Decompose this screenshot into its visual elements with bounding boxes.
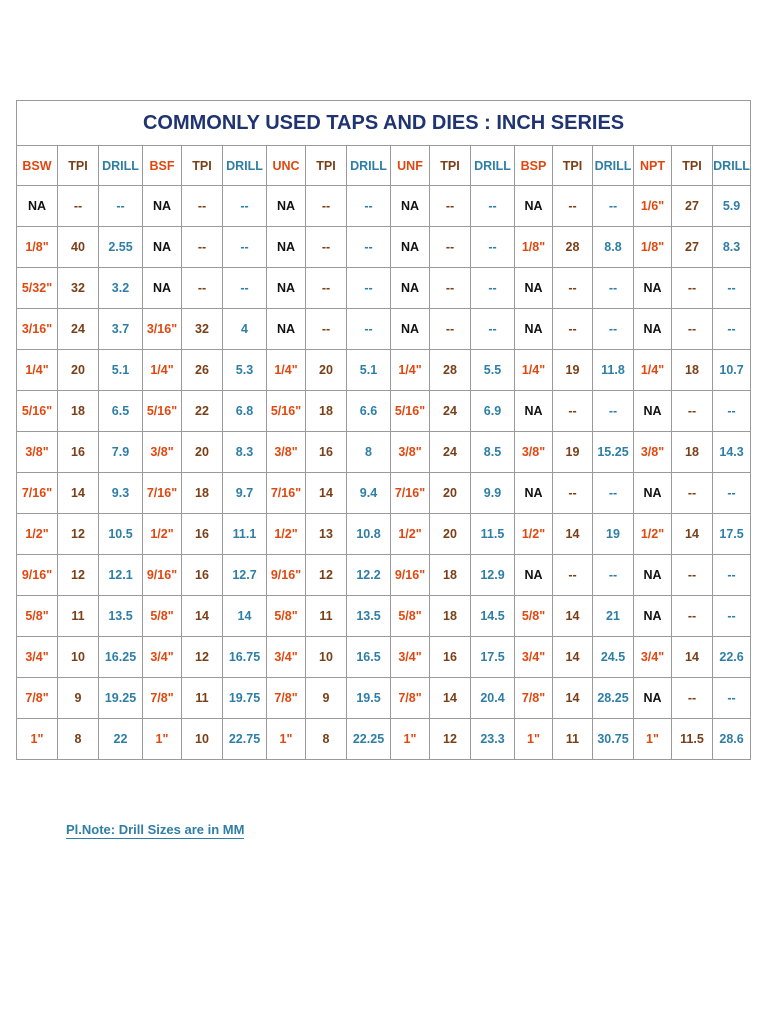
table-cell: 3/8" <box>391 432 430 473</box>
table-cell: -- <box>306 227 347 268</box>
table-cell: 16 <box>182 514 223 555</box>
table-cell: 9/16" <box>267 555 306 596</box>
table-cell: 10.5 <box>99 514 143 555</box>
table-cell: 3/8" <box>267 432 306 473</box>
table-row <box>17 514 751 555</box>
table-cell: 3/8" <box>17 432 58 473</box>
table-cell: -- <box>672 473 713 514</box>
table-row <box>17 350 751 391</box>
table-cell: 12.2 <box>347 555 391 596</box>
table-cell: 1/2" <box>143 514 182 555</box>
table-cell: 3/4" <box>634 637 672 678</box>
table-cell: 18 <box>58 391 99 432</box>
table-cell: 18 <box>430 596 471 637</box>
table-cell: -- <box>553 473 593 514</box>
table-cell: NA <box>634 555 672 596</box>
table-cell: NA <box>634 309 672 350</box>
table-cell: 5.5 <box>471 350 515 391</box>
table-cell: 40 <box>58 227 99 268</box>
table-cell: 3/8" <box>634 432 672 473</box>
table-cell: NA <box>391 268 430 309</box>
table-cell: 26 <box>182 350 223 391</box>
table-cell: 5.3 <box>223 350 267 391</box>
table-row <box>17 596 751 637</box>
table-cell: 3/4" <box>17 637 58 678</box>
table-cell: 17.5 <box>471 637 515 678</box>
table-cell: -- <box>593 391 634 432</box>
table-cell: 12 <box>58 514 99 555</box>
table-cell: 32 <box>58 268 99 309</box>
table-cell: 22.6 <box>713 637 751 678</box>
table-cell: -- <box>430 309 471 350</box>
table-title: COMMONLY USED TAPS AND DIES : INCH SERIES <box>17 101 751 146</box>
table-cell: 5/8" <box>391 596 430 637</box>
table-cell: 6.5 <box>99 391 143 432</box>
table-cell: -- <box>306 268 347 309</box>
column-header: TPI <box>672 146 713 186</box>
table-cell: 11 <box>182 678 223 719</box>
table-cell: 8 <box>347 432 391 473</box>
table-cell: NA <box>515 555 553 596</box>
table-cell: 32 <box>182 309 223 350</box>
table-cell: 16.5 <box>347 637 391 678</box>
column-header: DRILL <box>99 146 143 186</box>
table-cell: 8.3 <box>223 432 267 473</box>
table-cell: 16 <box>182 555 223 596</box>
table-cell: 9.3 <box>99 473 143 514</box>
table-cell: 13.5 <box>347 596 391 637</box>
table-cell: 20 <box>306 350 347 391</box>
table-cell: -- <box>553 309 593 350</box>
table-cell: 1" <box>143 719 182 760</box>
table-cell: 1/2" <box>267 514 306 555</box>
table-cell: -- <box>672 268 713 309</box>
table-cell: 5/32" <box>17 268 58 309</box>
column-header: BSP <box>515 146 553 186</box>
table-cell: -- <box>182 268 223 309</box>
table-cell: 9.7 <box>223 473 267 514</box>
table-cell: 5/16" <box>143 391 182 432</box>
table-cell: 1/8" <box>634 227 672 268</box>
column-header: UNC <box>267 146 306 186</box>
table-cell: 1/4" <box>634 350 672 391</box>
table-cell: -- <box>593 555 634 596</box>
table-cell: -- <box>223 268 267 309</box>
table-cell: -- <box>471 268 515 309</box>
table-cell: NA <box>634 268 672 309</box>
table-row <box>17 309 751 350</box>
table-row <box>17 555 751 596</box>
table-cell: NA <box>267 309 306 350</box>
table-cell: 10 <box>306 637 347 678</box>
table-cell: -- <box>430 186 471 227</box>
table-cell: 18 <box>672 350 713 391</box>
table-cell: 12 <box>306 555 347 596</box>
table-cell: -- <box>182 186 223 227</box>
table-row <box>17 268 751 309</box>
table-cell: -- <box>223 186 267 227</box>
table-cell: 3/16" <box>17 309 58 350</box>
table-cell: 12 <box>430 719 471 760</box>
table-cell: 1" <box>267 719 306 760</box>
table-cell: -- <box>713 473 751 514</box>
table-cell: 1/4" <box>391 350 430 391</box>
table-cell: 9 <box>58 678 99 719</box>
table-cell: NA <box>143 227 182 268</box>
table-cell: 20.4 <box>471 678 515 719</box>
table-cell: -- <box>347 186 391 227</box>
table-cell: 11 <box>553 719 593 760</box>
table-cell: 7/16" <box>17 473 58 514</box>
table-cell: NA <box>143 268 182 309</box>
table-cell: -- <box>593 309 634 350</box>
table-cell: 19 <box>553 350 593 391</box>
table-row <box>17 186 751 227</box>
table-cell: 13.5 <box>99 596 143 637</box>
table-cell: 1/8" <box>515 227 553 268</box>
table-cell: 24 <box>430 432 471 473</box>
table-cell: 14.5 <box>471 596 515 637</box>
table-cell: NA <box>515 473 553 514</box>
table-cell: 2.55 <box>99 227 143 268</box>
table-cell: -- <box>430 268 471 309</box>
table-cell: 7/8" <box>515 678 553 719</box>
table-cell: 7/16" <box>391 473 430 514</box>
table-cell: 15.25 <box>593 432 634 473</box>
table-cell: -- <box>471 186 515 227</box>
table-cell: 1/2" <box>515 514 553 555</box>
table-cell: -- <box>713 596 751 637</box>
table-cell: 22.75 <box>223 719 267 760</box>
column-header: DRILL <box>713 146 751 186</box>
table-cell: 14 <box>223 596 267 637</box>
table-cell: -- <box>553 555 593 596</box>
table-cell: 9/16" <box>391 555 430 596</box>
table-cell: NA <box>17 186 58 227</box>
table-cell: 14 <box>430 678 471 719</box>
table-cell: NA <box>515 186 553 227</box>
column-header: TPI <box>553 146 593 186</box>
table-cell: -- <box>593 268 634 309</box>
table-cell: NA <box>391 227 430 268</box>
table-cell: -- <box>713 555 751 596</box>
table-cell: 14 <box>553 678 593 719</box>
table-cell: 28.6 <box>713 719 751 760</box>
column-header: DRILL <box>471 146 515 186</box>
table-cell: 9/16" <box>143 555 182 596</box>
table-cell: 24 <box>58 309 99 350</box>
table-cell: NA <box>391 309 430 350</box>
table-cell: 22.25 <box>347 719 391 760</box>
table-cell: 11.5 <box>672 719 713 760</box>
table-row <box>17 637 751 678</box>
table-cell: 20 <box>430 514 471 555</box>
table-cell: 4 <box>223 309 267 350</box>
table-cell: 16 <box>58 432 99 473</box>
column-header: DRILL <box>593 146 634 186</box>
table-cell: 13 <box>306 514 347 555</box>
table-cell: 28 <box>553 227 593 268</box>
table-cell: NA <box>143 186 182 227</box>
table-cell: NA <box>267 227 306 268</box>
table-cell: -- <box>306 309 347 350</box>
table-cell: NA <box>267 268 306 309</box>
table-cell: 7/16" <box>267 473 306 514</box>
table-cell: 16 <box>430 637 471 678</box>
table-row <box>17 473 751 514</box>
table-cell: -- <box>672 309 713 350</box>
table-cell: 6.6 <box>347 391 391 432</box>
table-cell: -- <box>713 391 751 432</box>
table-cell: 8 <box>306 719 347 760</box>
column-header: DRILL <box>347 146 391 186</box>
table-cell: 22 <box>182 391 223 432</box>
table-cell: 20 <box>182 432 223 473</box>
table-cell: -- <box>672 555 713 596</box>
table-cell: -- <box>347 227 391 268</box>
table-row <box>17 391 751 432</box>
title-row <box>17 101 751 146</box>
table-cell: -- <box>471 227 515 268</box>
table-cell: NA <box>267 186 306 227</box>
table-cell: 24.5 <box>593 637 634 678</box>
table-cell: -- <box>430 227 471 268</box>
table-cell: 1" <box>391 719 430 760</box>
table-cell: 3/16" <box>143 309 182 350</box>
table-cell: -- <box>713 268 751 309</box>
table-cell: 1/4" <box>267 350 306 391</box>
table-cell: 19 <box>593 514 634 555</box>
table-cell: 14.3 <box>713 432 751 473</box>
table-cell: 16.75 <box>223 637 267 678</box>
table-cell: 1" <box>515 719 553 760</box>
table-cell: -- <box>223 227 267 268</box>
table-cell: 6.9 <box>471 391 515 432</box>
table-cell: 12.7 <box>223 555 267 596</box>
table-cell: 1/2" <box>634 514 672 555</box>
table-cell: 11.5 <box>471 514 515 555</box>
table-cell: 30.75 <box>593 719 634 760</box>
table-cell: 5/8" <box>267 596 306 637</box>
table-cell: 19.75 <box>223 678 267 719</box>
table-row <box>17 227 751 268</box>
table-cell: 12.9 <box>471 555 515 596</box>
table-cell: 1/2" <box>391 514 430 555</box>
column-header: TPI <box>182 146 223 186</box>
table-cell: -- <box>306 186 347 227</box>
table-cell: 16.25 <box>99 637 143 678</box>
table-cell: 1/8" <box>17 227 58 268</box>
column-header: UNF <box>391 146 430 186</box>
table-cell: 5.9 <box>713 186 751 227</box>
table-row <box>17 678 751 719</box>
table-cell: NA <box>634 678 672 719</box>
table-cell: 8 <box>58 719 99 760</box>
table-cell: NA <box>391 186 430 227</box>
table-row <box>17 719 751 760</box>
table-cell: 14 <box>182 596 223 637</box>
table-cell: 14 <box>306 473 347 514</box>
table-cell: 27 <box>672 227 713 268</box>
table-cell: 3/8" <box>143 432 182 473</box>
table-cell: 18 <box>430 555 471 596</box>
column-header: BSW <box>17 146 58 186</box>
table-cell: 19 <box>553 432 593 473</box>
table-cell: -- <box>593 186 634 227</box>
table-cell: 5/16" <box>267 391 306 432</box>
table-cell: -- <box>58 186 99 227</box>
table-cell: 17.5 <box>713 514 751 555</box>
table-cell: 9.4 <box>347 473 391 514</box>
table-cell: -- <box>593 473 634 514</box>
table-cell: -- <box>471 309 515 350</box>
table-cell: -- <box>672 391 713 432</box>
table-cell: NA <box>634 473 672 514</box>
table-cell: 16 <box>306 432 347 473</box>
table-cell: -- <box>553 186 593 227</box>
table-cell: 8.3 <box>713 227 751 268</box>
table-cell: 12 <box>182 637 223 678</box>
table-cell: 14 <box>553 637 593 678</box>
table-cell: 23.3 <box>471 719 515 760</box>
table-cell: 5/16" <box>391 391 430 432</box>
table-cell: 9 <box>306 678 347 719</box>
table-cell: 3.2 <box>99 268 143 309</box>
table-cell: 8.5 <box>471 432 515 473</box>
table-cell: 10 <box>58 637 99 678</box>
taps-dies-table <box>16 100 751 760</box>
table-cell: -- <box>347 268 391 309</box>
table-cell: 14 <box>58 473 99 514</box>
table-cell: 1" <box>634 719 672 760</box>
table-cell: 11.1 <box>223 514 267 555</box>
table-cell: -- <box>553 391 593 432</box>
table-cell: 10.8 <box>347 514 391 555</box>
table-cell: 14 <box>553 514 593 555</box>
table-cell: 3/4" <box>143 637 182 678</box>
table-cell: 5/8" <box>143 596 182 637</box>
table-cell: 19.25 <box>99 678 143 719</box>
column-header: DRILL <box>223 146 267 186</box>
column-header: TPI <box>58 146 99 186</box>
table-cell: 3/4" <box>515 637 553 678</box>
table-cell: 18 <box>182 473 223 514</box>
table-cell: 20 <box>58 350 99 391</box>
table-cell: 19.5 <box>347 678 391 719</box>
table-cell: 21 <box>593 596 634 637</box>
table-cell: 12.1 <box>99 555 143 596</box>
table-cell: 12 <box>58 555 99 596</box>
drill-size-note: Pl.Note: Drill Sizes are in MM <box>66 822 245 837</box>
table-cell: 1" <box>17 719 58 760</box>
column-header: TPI <box>430 146 471 186</box>
table-cell: 1/4" <box>143 350 182 391</box>
table-cell: NA <box>634 596 672 637</box>
table-cell: 6.8 <box>223 391 267 432</box>
table-cell: 14 <box>672 637 713 678</box>
table-cell: 7/8" <box>143 678 182 719</box>
table-cell: 10 <box>182 719 223 760</box>
table-cell: 3.7 <box>99 309 143 350</box>
column-header: NPT <box>634 146 672 186</box>
table-cell: 3/8" <box>515 432 553 473</box>
table-cell: -- <box>672 596 713 637</box>
table-cell: 22 <box>99 719 143 760</box>
table-cell: 1/2" <box>17 514 58 555</box>
table-cell: 28.25 <box>593 678 634 719</box>
table-cell: 1/4" <box>17 350 58 391</box>
table-cell: 9.9 <box>471 473 515 514</box>
table-cell: NA <box>515 268 553 309</box>
table-cell: -- <box>99 186 143 227</box>
table-cell: 14 <box>553 596 593 637</box>
table-cell: 3/4" <box>391 637 430 678</box>
table-cell: 10.7 <box>713 350 751 391</box>
table-cell: 1/6" <box>634 186 672 227</box>
table-cell: 24 <box>430 391 471 432</box>
table-cell: 11 <box>58 596 99 637</box>
table-cell: NA <box>515 309 553 350</box>
table-cell: NA <box>515 391 553 432</box>
table-cell: 5/8" <box>17 596 58 637</box>
column-header: BSF <box>143 146 182 186</box>
table-cell: 3/4" <box>267 637 306 678</box>
table-cell: 7/8" <box>17 678 58 719</box>
table-cell: 5/16" <box>17 391 58 432</box>
table-cell: 18 <box>672 432 713 473</box>
table-cell: 1/4" <box>515 350 553 391</box>
table-cell: 5/8" <box>515 596 553 637</box>
table-cell: 5.1 <box>347 350 391 391</box>
table-cell: 14 <box>672 514 713 555</box>
header-row <box>17 146 751 186</box>
table-cell: -- <box>672 678 713 719</box>
table-cell: -- <box>182 227 223 268</box>
table-cell: 11 <box>306 596 347 637</box>
table-cell: -- <box>553 268 593 309</box>
table-cell: -- <box>713 309 751 350</box>
table-cell: 27 <box>672 186 713 227</box>
table-cell: -- <box>713 678 751 719</box>
table-cell: -- <box>347 309 391 350</box>
table-cell: 8.8 <box>593 227 634 268</box>
table-cell: 7/8" <box>267 678 306 719</box>
column-header: TPI <box>306 146 347 186</box>
table-cell: 5.1 <box>99 350 143 391</box>
table-cell: 7/16" <box>143 473 182 514</box>
table-cell: 28 <box>430 350 471 391</box>
table-cell: 20 <box>430 473 471 514</box>
table-cell: 11.8 <box>593 350 634 391</box>
table-cell: 7/8" <box>391 678 430 719</box>
table-cell: 9/16" <box>17 555 58 596</box>
table-cell: 18 <box>306 391 347 432</box>
table-row <box>17 432 751 473</box>
table-cell: 7.9 <box>99 432 143 473</box>
table-cell: NA <box>634 391 672 432</box>
